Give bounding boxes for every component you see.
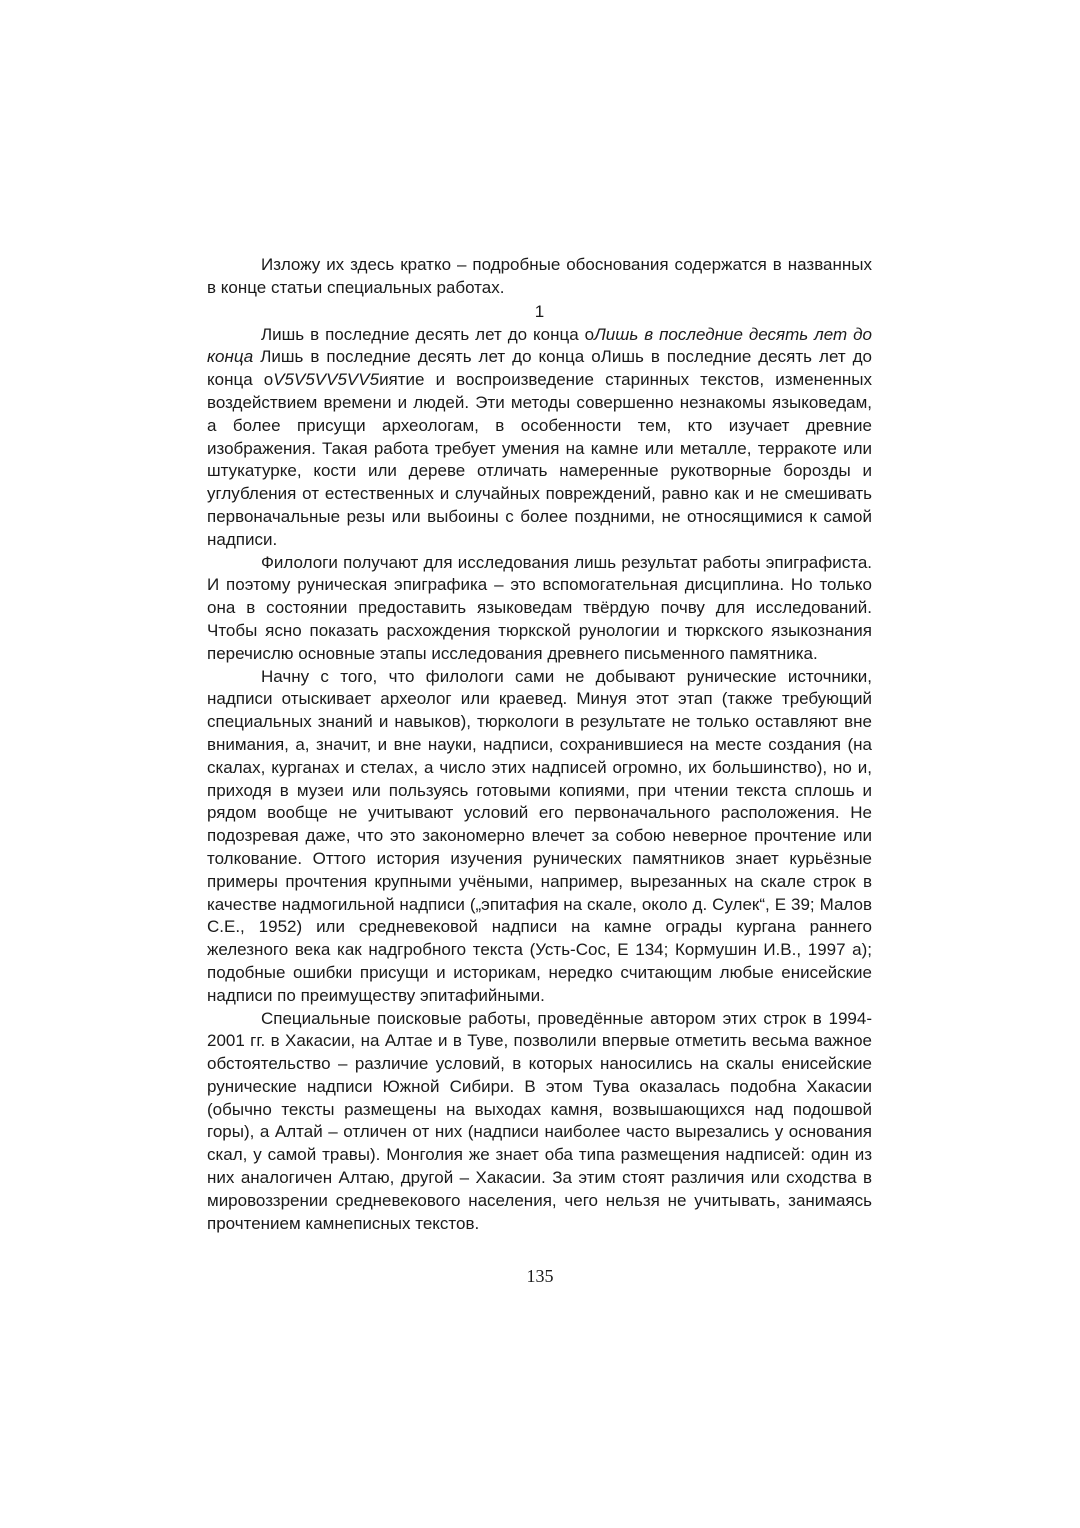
- paragraph-1-segment: Лишь в последние десять лет до конца о: [207, 347, 872, 390]
- intro-paragraph: Изложу их здесь кратко – подробные обоснования содержатся в названных в конце статьи специальных работах.: [207, 255, 872, 297]
- paragraph-1-segment: иятие и воспроизведение старинных текстов, измененных воздействием времени и людей. Эти методы совершенно незнакомы языковедам, а более присущи археологам, в особенности тем, кто изучает древние изображения. Такая работа требует умения на камне или металле, терракоте или штукатурке, кости или дереве отличать намеренные рукотворные борозды и углубления от естественных и случайных повреждений, равно как и не смешивать первоначальные резы или выбоины с более поздними, не относящимися к самой надписи.: [207, 370, 872, 549]
- paragraph-1-italic-segment: Лишь в последние десять лет до конца: [207, 324, 872, 367]
- page-number: 135: [526, 1266, 554, 1286]
- paragraph-2: Филологи получают для исследования лишь результат работы эпиграфиста. И поэтому руническая эпиграфика – это вспомогательная дисциплина. Но только она в состоянии предоставить языковедам твёрдую почву для исследований. Чтобы ясно показать расхождения тюркской рунологии и тюркского языкознания перечислю основные этапы исследования древнего письменного памятника.: [207, 552, 872, 663]
- paragraph-1-segment: Лишь в последние десять лет до конца о: [253, 347, 601, 367]
- paragraph-4: Специальные поисковые работы, проведённые автором этих строк в 1994-2001 гг. в Хакасии, на Алтае и в Туве, позволили впервые отметить весьма важное обстоятельство – различие условий, в которых наносились на скалы енисейские рунические надписи Южной Сибири. В этом Тува оказалась подобна Хакасии (обычно тексты размещены на выходах камня, возвышающихся над подошвой горы), а Алтай – отличен от них (надписи наиболее часто вырезались у основания скал, у самой травы). Монголия же знает оба типа размещения надписей: один из них аналогичен Алтаю, другой – Хакасии. За этим стоят различия или сходства в мировоззрении средневекового населения, чего нельзя не учитывать, занимаясь прочтением камнеписных текстов.: [207, 1008, 872, 1233]
- paragraph-3: Начну с того, что филологи сами не добывают рунические источники, надписи отыскивает археолог или краевед. Минуя этот этап (также требующий специальных знаний и навыков), тюркологи в результате не только оставляют вне внимания, а, значит, и вне науки, надписи, сохранившиеся на месте создания (на скалах, курганах и стелах, а число этих надписей огромно, их большинство), но и, приходя в музеи или пользуясь готовыми копиями, при чтении текста сплошь и рядом вообще не учитывают условий его первоначального расположения. Не подозревая даже, что это закономерно влечет за собою неверное прочтение или толкование. Оттого история изучения рунических памятников знает курьёзные примеры прочтения крупными учёными, например, вырезанных на скале строк в качестве надмогильной надписи („эпитафия на скале, около д. Сулек“, E 39; Малов С.Е., 1952) или средневековой надписи на камне ограды кургана раннего железного века как надгробного текста (Усть-Сос, E 134; Кормушин И.В., 1997 а); подобные ошибки присущи и историкам, нередко считающим любые енисейские надписи по преимуществу эпитафийными.: [207, 666, 872, 1005]
- paragraph-1-segment: Лишь в последние десять лет до конца о: [261, 324, 595, 344]
- paragraph-1: [207, 324, 872, 552]
- body-text: [207, 254, 872, 1235]
- paragraph-1-italic-segment: V5V5VV5VV5: [273, 370, 380, 390]
- section-number: 1: [534, 301, 545, 321]
